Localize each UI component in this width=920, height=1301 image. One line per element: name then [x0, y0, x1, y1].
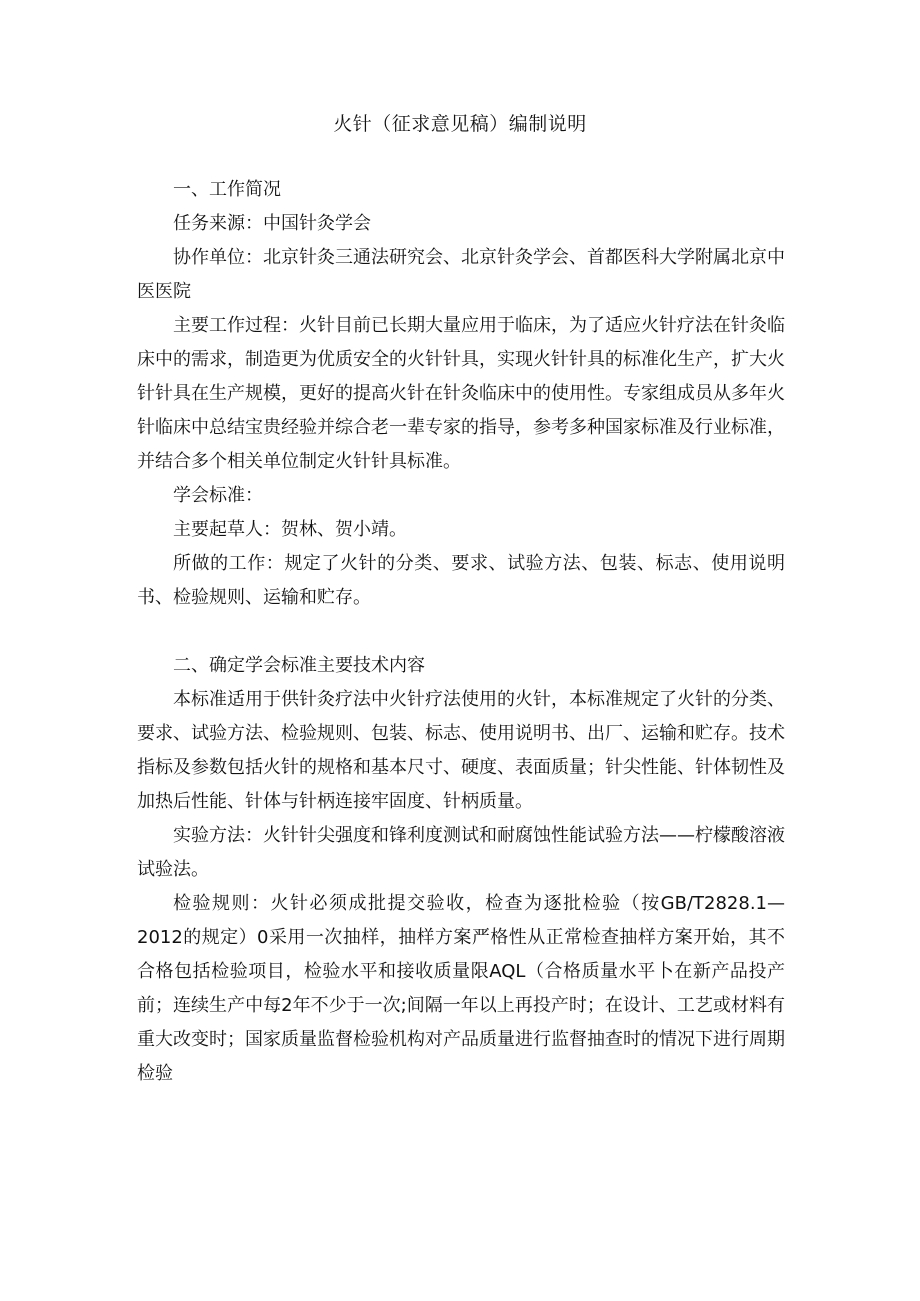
scope-paragraph: 本标准适用于供针灸疗法中火针疗法使用的火针，本标准规定了火针的分类、要求、试验方法、检验规则、包装、标志、使用说明书、出厂、运输和贮存。技术指标及参数包括火针的规格和基本尺寸、硬度、表面质量；针尖性能、针体韧性及加热后性能、针体与针柄连接牢固度、针柄质量。	[137, 689, 785, 812]
document-title: 火针（征求意见稿）编制说明	[333, 113, 587, 135]
section-1-heading: 一、工作简况	[173, 179, 281, 200]
document-body	[137, 173, 785, 1091]
task-source-paragraph: 任务来源：中国针灸学会	[173, 213, 371, 234]
work-done-paragraph: 所做的工作：规定了火针的分类、要求、试验方法、包装、标志、使用说明书、检验规则、运输和贮存。	[137, 553, 785, 608]
drafters-paragraph: 主要起草人：贺林、贺小靖。	[173, 519, 407, 540]
cooperating-units-paragraph: 协作单位：北京针灸三通法研究会、北京针灸学会、首都医科大学附属北京中医医院	[137, 247, 785, 302]
work-process-paragraph: 主要工作过程：火针目前已长期大量应用于临床，为了适应火针疗法在针灸临床中的需求，制造更为优质安全的火针针具，实现火针针具的标准化生产，扩大火针针具在生产规模，更好的提高火针在针灸临床中的使用性。专家组成员从多年火针临床中总结宝贵经验并综合老一辈专家的指导，参考多种国家标准及行业标准，并结合多个相关单位制定火针针具标准。	[137, 315, 785, 472]
inspection-rules-paragraph: 检验规则：火针必须成批提交验收，检查为逐批检验（按GB/T2828.1—2012的规定）0采用一次抽样，抽样方案严格性从正常检查抽样方案开始，其不合格包括检验项目，检验水平和接收质量限AQL（合格质量水平卜在新产品投产前；连续生产中每2年不少于一次;间隔一年以上再投产时；在设计、工艺或材料有重大改变时；国家质量监督检验机构对产品质量进行监督抽查时的情况下进行周期检验	[137, 893, 785, 1084]
society-standard-paragraph: 学会标准：	[173, 485, 263, 506]
section-2-heading: 二、确定学会标准主要技术内容	[173, 655, 425, 676]
section-spacer	[137, 615, 785, 649]
test-method-paragraph: 实验方法：火针针尖强度和锋利度测试和耐腐蚀性能试验方法——柠檬酸溶液试验法。	[137, 825, 785, 880]
